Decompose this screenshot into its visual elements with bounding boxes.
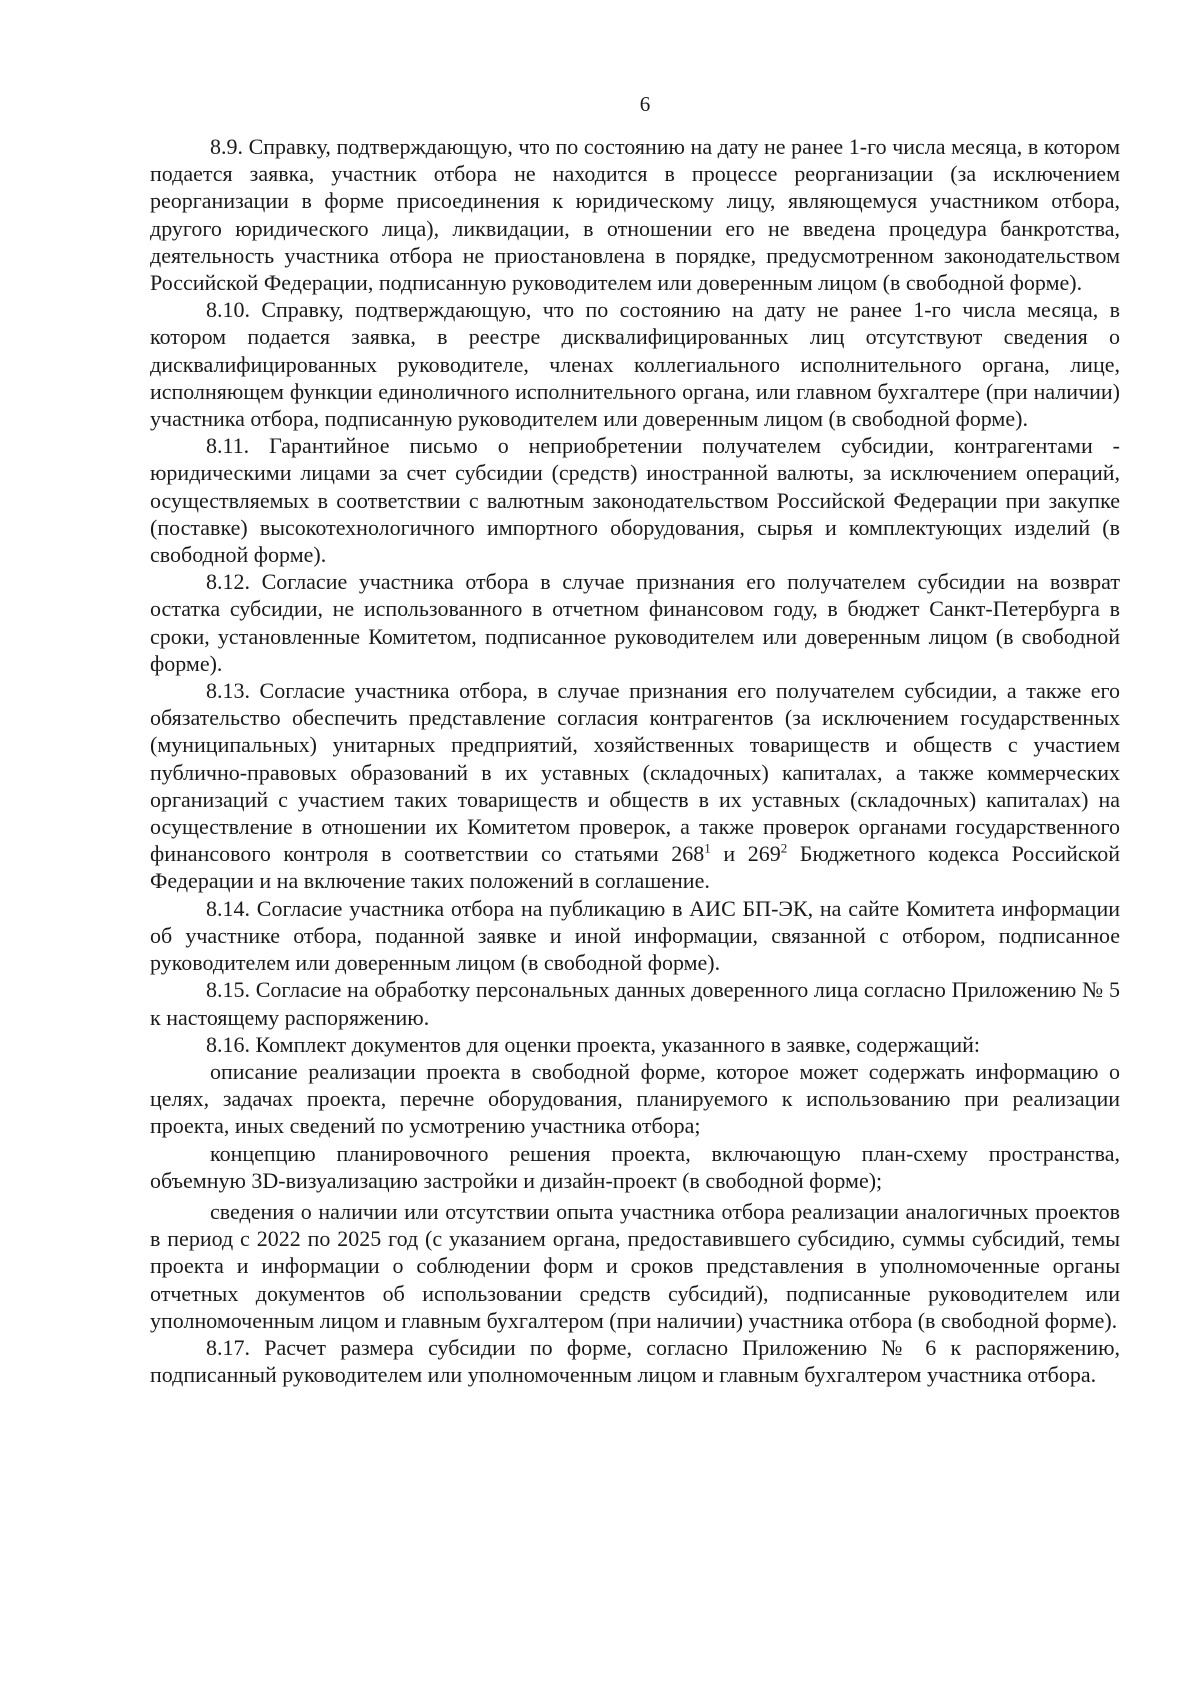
paragraph-8-16-item-1: описание реализации проекта в свободной форме, которое может содержать информацию о целях, задачах проекта, перечне оборудования, планируемого к использованию при реализации проекта, иных сведений по усмотрению участника отбора; <box>150 1058 1120 1139</box>
paragraph-8-10: 8.10. Справку, подтверждающую, что по состоянию на дату не ранее 1-го числа месяца, в котором подается заявка, в реестре дисквалифицированных лиц отсутствуют сведения о дисквалифицированных руководителе, членах коллегиального исполнительного органа, лице, исполняющем функции единоличного исполнительного органа, или главном бухгалтере (при наличии) участника отбора, подписанную руководителем или доверенным лицом (в свободной форме). <box>150 297 1120 432</box>
paragraph-8-15: 8.15. Согласие на обработку персональных данных доверенного лица согласно Приложению № 5 к настоящему распоряжению. <box>150 977 1120 1030</box>
page-number: 6 <box>639 92 651 116</box>
paragraph-8-16-item-3: сведения о наличии или отсутствии опыта участника отбора реализации аналогичных проектов в период с 2022 по 2025 год (с указанием органа, предоставившего субсидию, суммы субсидий, темы проекта и информации о соблюдении форм и сроков представления в уполномоченные органы отчетных документов об использовании средств субсидий), подписанные руководителем или уполномоченным лицом и главным бухгалтером (при наличии) участника отбора (в свободной форме). <box>150 1198 1120 1333</box>
document-body <box>150 133 1120 1388</box>
paragraph-8-13-part-a: 8.13. Согласие участника отбора, в случае признания его получателем субсидии, а также его обязательство обеспечить представление согласия контрагентов (за исключением государственных (муниципальных) унитарных предприятий, хозяйственных товариществ и обществ с участием публично-правовых образований в их уставных (складочных) капиталах, а также коммерческих организаций с участием таких товариществ и обществ в их уставных (складочных) капиталах) на осуществление в отношении их Комитетом проверок, а также проверок органами государственного финансового контроля в соответствии со статьями 268 <box>150 678 1120 867</box>
superscript-1: 1 <box>704 840 711 856</box>
paragraph-8-13-part-c: Бюджетного кодекса Российской Федерации и на включение таких положений в соглашение. <box>150 841 1120 894</box>
paragraph-8-13-part-b: и 269 <box>710 841 781 867</box>
paragraph-8-9: 8.9. Справку, подтверждающую, что по состоянию на дату не ранее 1-го числа месяца, в котором подается заявка, участник отбора не находится в процессе реорганизации (за исключением реорганизации в форме присоединения к юридическому лицу, являющемуся участником отбора, другого юридического лица), ликвидации, в отношении его не введена процедура банкротства, деятельность участника отбора не приостановлена в порядке, предусмотренном законодательством Российской Федерации, подписанную руководителем или доверенным лицом (в свободной форме). <box>150 134 1120 296</box>
paragraph-8-13 <box>150 677 1120 895</box>
paragraph-8-17: 8.17. Расчет размера субсидии по форме, согласно Приложению № 6 к распоряжению, подписанный руководителем или уполномоченным лицом и главным бухгалтером участника отбора. <box>150 1334 1120 1388</box>
paragraph-8-12: 8.12. Согласие участника отбора в случае признания его получателем субсидии на возврат остатка субсидии, не использованного в отчетном финансовом году, в бюджет Санкт-Петербурга в сроки, установленные Комитетом, подписанное руководителем или доверенным лицом (в свободной форме). <box>150 569 1120 676</box>
superscript-2: 2 <box>780 840 788 856</box>
paragraph-8-16: 8.16. Комплект документов для оценки проекта, указанного в заявке, содержащий: <box>206 1031 980 1057</box>
paragraph-8-16-item-2: концепцию планировочного решения проекта, включающую план-схему пространства, объемную 3D-визуализацию застройки и дизайн-проект (в свободной форме); <box>150 1140 1120 1193</box>
paragraph-8-14: 8.14. Согласие участника отбора на публикацию в АИС БП-ЭК, на сайте Комитета информации об участнике отбора, поданной заявке и иной информации, связанной с отбором, подписанное руководителем или доверенным лицом (в свободной форме). <box>150 895 1120 976</box>
paragraph-8-11: 8.11. Гарантийное письмо о неприобретении получателем субсидии, контрагентами - юридическими лицами за счет субсидии (средств) иностранной валюты, за исключением операций, осуществляемых в соответствии с валютным законодательством Российской Федерации при закупке (поставке) высокотехнологичного импортного оборудования, сырья и комплектующих изделий (в свободной форме). <box>150 433 1120 568</box>
